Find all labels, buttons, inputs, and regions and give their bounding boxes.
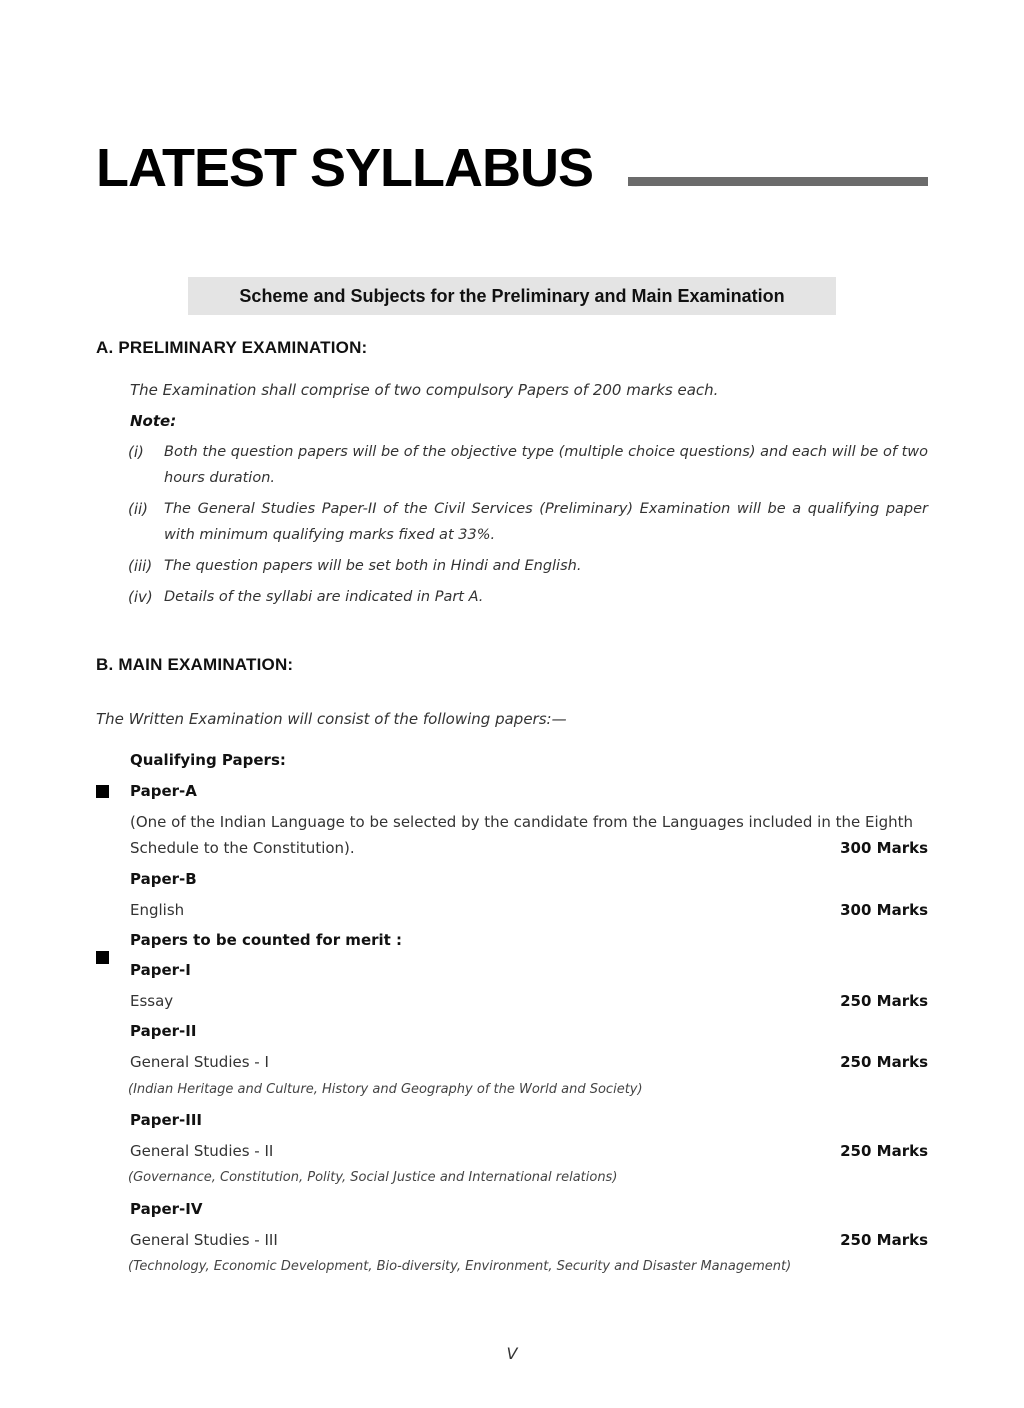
paper-a-description: (One of the Indian Language to be selected by the candidate from the Languages included in the Eighth Schedule to the Constitution). bbox=[130, 813, 914, 857]
paper-2-topics: (Indian Heritage and Culture, History and Geography of the World and Society) bbox=[128, 1082, 643, 1097]
paper-3-title: Paper-III bbox=[130, 1111, 202, 1129]
qualifying-label: Qualifying Papers: bbox=[130, 751, 286, 769]
scheme-heading-box bbox=[188, 277, 836, 315]
paper-2-title: Paper-II bbox=[130, 1022, 197, 1040]
paper-b-marks: 300 Marks bbox=[840, 901, 928, 919]
paper-2-marks: 250 Marks bbox=[840, 1053, 928, 1071]
note-number: (iii) bbox=[128, 557, 153, 575]
paper-1-title: Paper-I bbox=[130, 961, 191, 979]
bullet-square bbox=[96, 951, 109, 964]
paper-a-marks: 300 Marks bbox=[840, 839, 928, 857]
page-title: LATEST SYLLABUS bbox=[96, 138, 593, 198]
paper-1-subject: Essay bbox=[130, 992, 174, 1010]
bullet-square bbox=[96, 785, 109, 798]
prelim-intro: The Examination shall comprise of two compulsory Papers of 200 marks each. bbox=[130, 381, 719, 399]
note-text: Both the question papers will be of the objective type (multiple choice questions) and each will be of two hours duration. bbox=[164, 444, 928, 486]
paper-b-title: Paper-B bbox=[130, 870, 197, 888]
note-number: (i) bbox=[128, 443, 144, 461]
prelim-heading: A. PRELIMINARY EXAMINATION: bbox=[96, 338, 368, 357]
merit-label: Papers to be counted for merit : bbox=[130, 931, 403, 949]
note-text: The General Studies Paper-II of the Civil Services (Preliminary) Examination will be a qualifying paper with minimum qualifying marks fixed at 33%. bbox=[164, 501, 928, 543]
note-text: The question papers will be set both in Hindi and English. bbox=[164, 558, 582, 574]
title-rule bbox=[628, 177, 928, 186]
note-text: Details of the syllabi are indicated in Part A. bbox=[164, 589, 484, 605]
paper-a-title: Paper-A bbox=[130, 782, 197, 800]
main-intro: The Written Examination will consist of the following papers:— bbox=[96, 710, 567, 728]
paper-4-title: Paper-IV bbox=[130, 1200, 203, 1218]
paper-3-marks: 250 Marks bbox=[840, 1142, 928, 1160]
paper-1-marks: 250 Marks bbox=[840, 992, 928, 1010]
note-label: Note: bbox=[130, 412, 177, 430]
paper-4-topics: (Technology, Economic Development, Bio-diversity, Environment, Security and Disaster Management) bbox=[128, 1259, 792, 1274]
paper-4-marks: 250 Marks bbox=[840, 1231, 928, 1249]
paper-2-subject: General Studies - I bbox=[130, 1053, 269, 1071]
paper-4-subject: General Studies - III bbox=[130, 1231, 278, 1249]
page-number: V bbox=[506, 1344, 518, 1363]
paper-b-subject: English bbox=[130, 901, 185, 919]
paper-3-subject: General Studies - II bbox=[130, 1142, 274, 1160]
scheme-heading: Scheme and Subjects for the Preliminary and Main Examination bbox=[239, 285, 785, 306]
paper-3-topics: (Governance, Constitution, Polity, Social Justice and International relations) bbox=[128, 1170, 618, 1185]
note-number: (ii) bbox=[128, 500, 149, 518]
main-heading: B. MAIN EXAMINATION: bbox=[96, 655, 294, 674]
note-number: (iv) bbox=[128, 588, 153, 606]
